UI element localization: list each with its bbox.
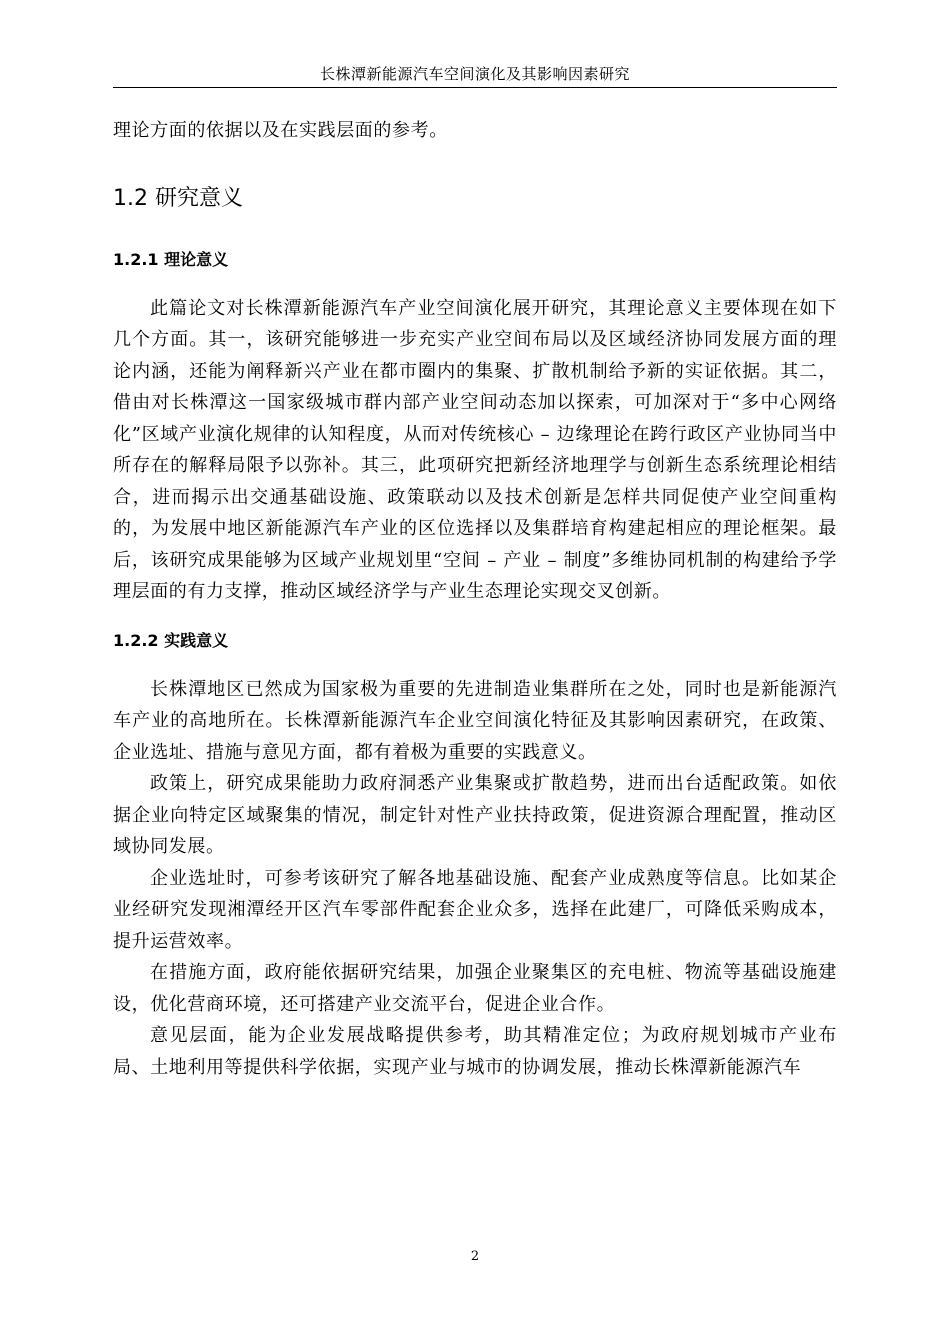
subsection-heading-theory: 1.2.1 理论意义: [113, 249, 229, 269]
section-heading: 1.2 研究意义: [113, 185, 243, 211]
page-number: 2: [470, 1249, 480, 1264]
paragraph: 政策上，研究成果能助力政府洞悉产业集聚或扩散趋势，进而出台适配政策。如依据企业向特定区域聚集的情况，制定针对性产业扶持政策，促进资源合理配置，推动区域协同发展。: [113, 773, 837, 857]
paragraph: 此篇论文对长株潭新能源汽车产业空间演化展开研究，其理论意义主要体现在如下几个方面。其一，该研究能够进一步充实产业空间布局以及区域经济协同发展方面的理论内涵，还能为阐释新兴产业在都市圈内的集聚、扩散机制给予新的实证依据。其二，借由对长株潭这一国家级城市群内部产业空间动态加以探索，可加深对于“多中心网络化”区域产业演化规律的认知程度，从而对传统核心 – 边缘理论在跨行政区产业协同当中所存在的解释局限予以弥补。其三，此项研究把新经济地理学与创新生态系统理论相结合，进而揭示出交通基础设施、政策联动以及技术创新是怎样共同促使产业空间重构的，为发展中地区新能源汽车产业的区位选择以及集群培育构建起相应的理论框架。最后，该研究成果能够为区域产业规划里“空间 – 产业 – 制度”多维协同机制的构建给予学理层面的有力支撑，推动区域经济学与产业生态理论实现交叉创新。: [113, 297, 837, 602]
paragraph: 长株潭地区已然成为国家极为重要的先进制造业集群所在之处，同时也是新能源汽车产业的高地所在。长株潭新能源汽车企业空间演化特征及其影响因素研究，在政策、企业选址、措施与意见方面，都有着极为重要的实践意义。: [113, 678, 837, 763]
paragraph: 企业选址时，可参考该研究了解各地基础设施、配套产业成熟度等信息。比如某企业经研究发现湘潭经开区汽车零部件配套企业众多，选择在此建厂，可降低采购成本，提升运营效率。: [113, 867, 837, 952]
continuation-paragraph: 理论方面的依据以及在实践层面的参考。: [113, 120, 448, 141]
page-body: [113, 115, 837, 1083]
paragraph: 意见层面，能为企业发展战略提供参考，助其精准定位；为政府规划城市产业布局、土地利用等提供科学依据，实现产业与城市的协调发展，推动长株潭新能源汽车: [113, 1025, 837, 1078]
paragraph: 在措施方面，政府能依据研究结果，加强企业聚集区的充电桩、物流等基础设施建设，优化营商环境，还可搭建产业交流平台，促进企业合作。: [113, 962, 837, 1015]
subsection-heading-practice: 1.2.2 实践意义: [113, 630, 229, 650]
running-header: 长株潭新能源汽车空间演化及其影响因素研究: [113, 64, 837, 88]
